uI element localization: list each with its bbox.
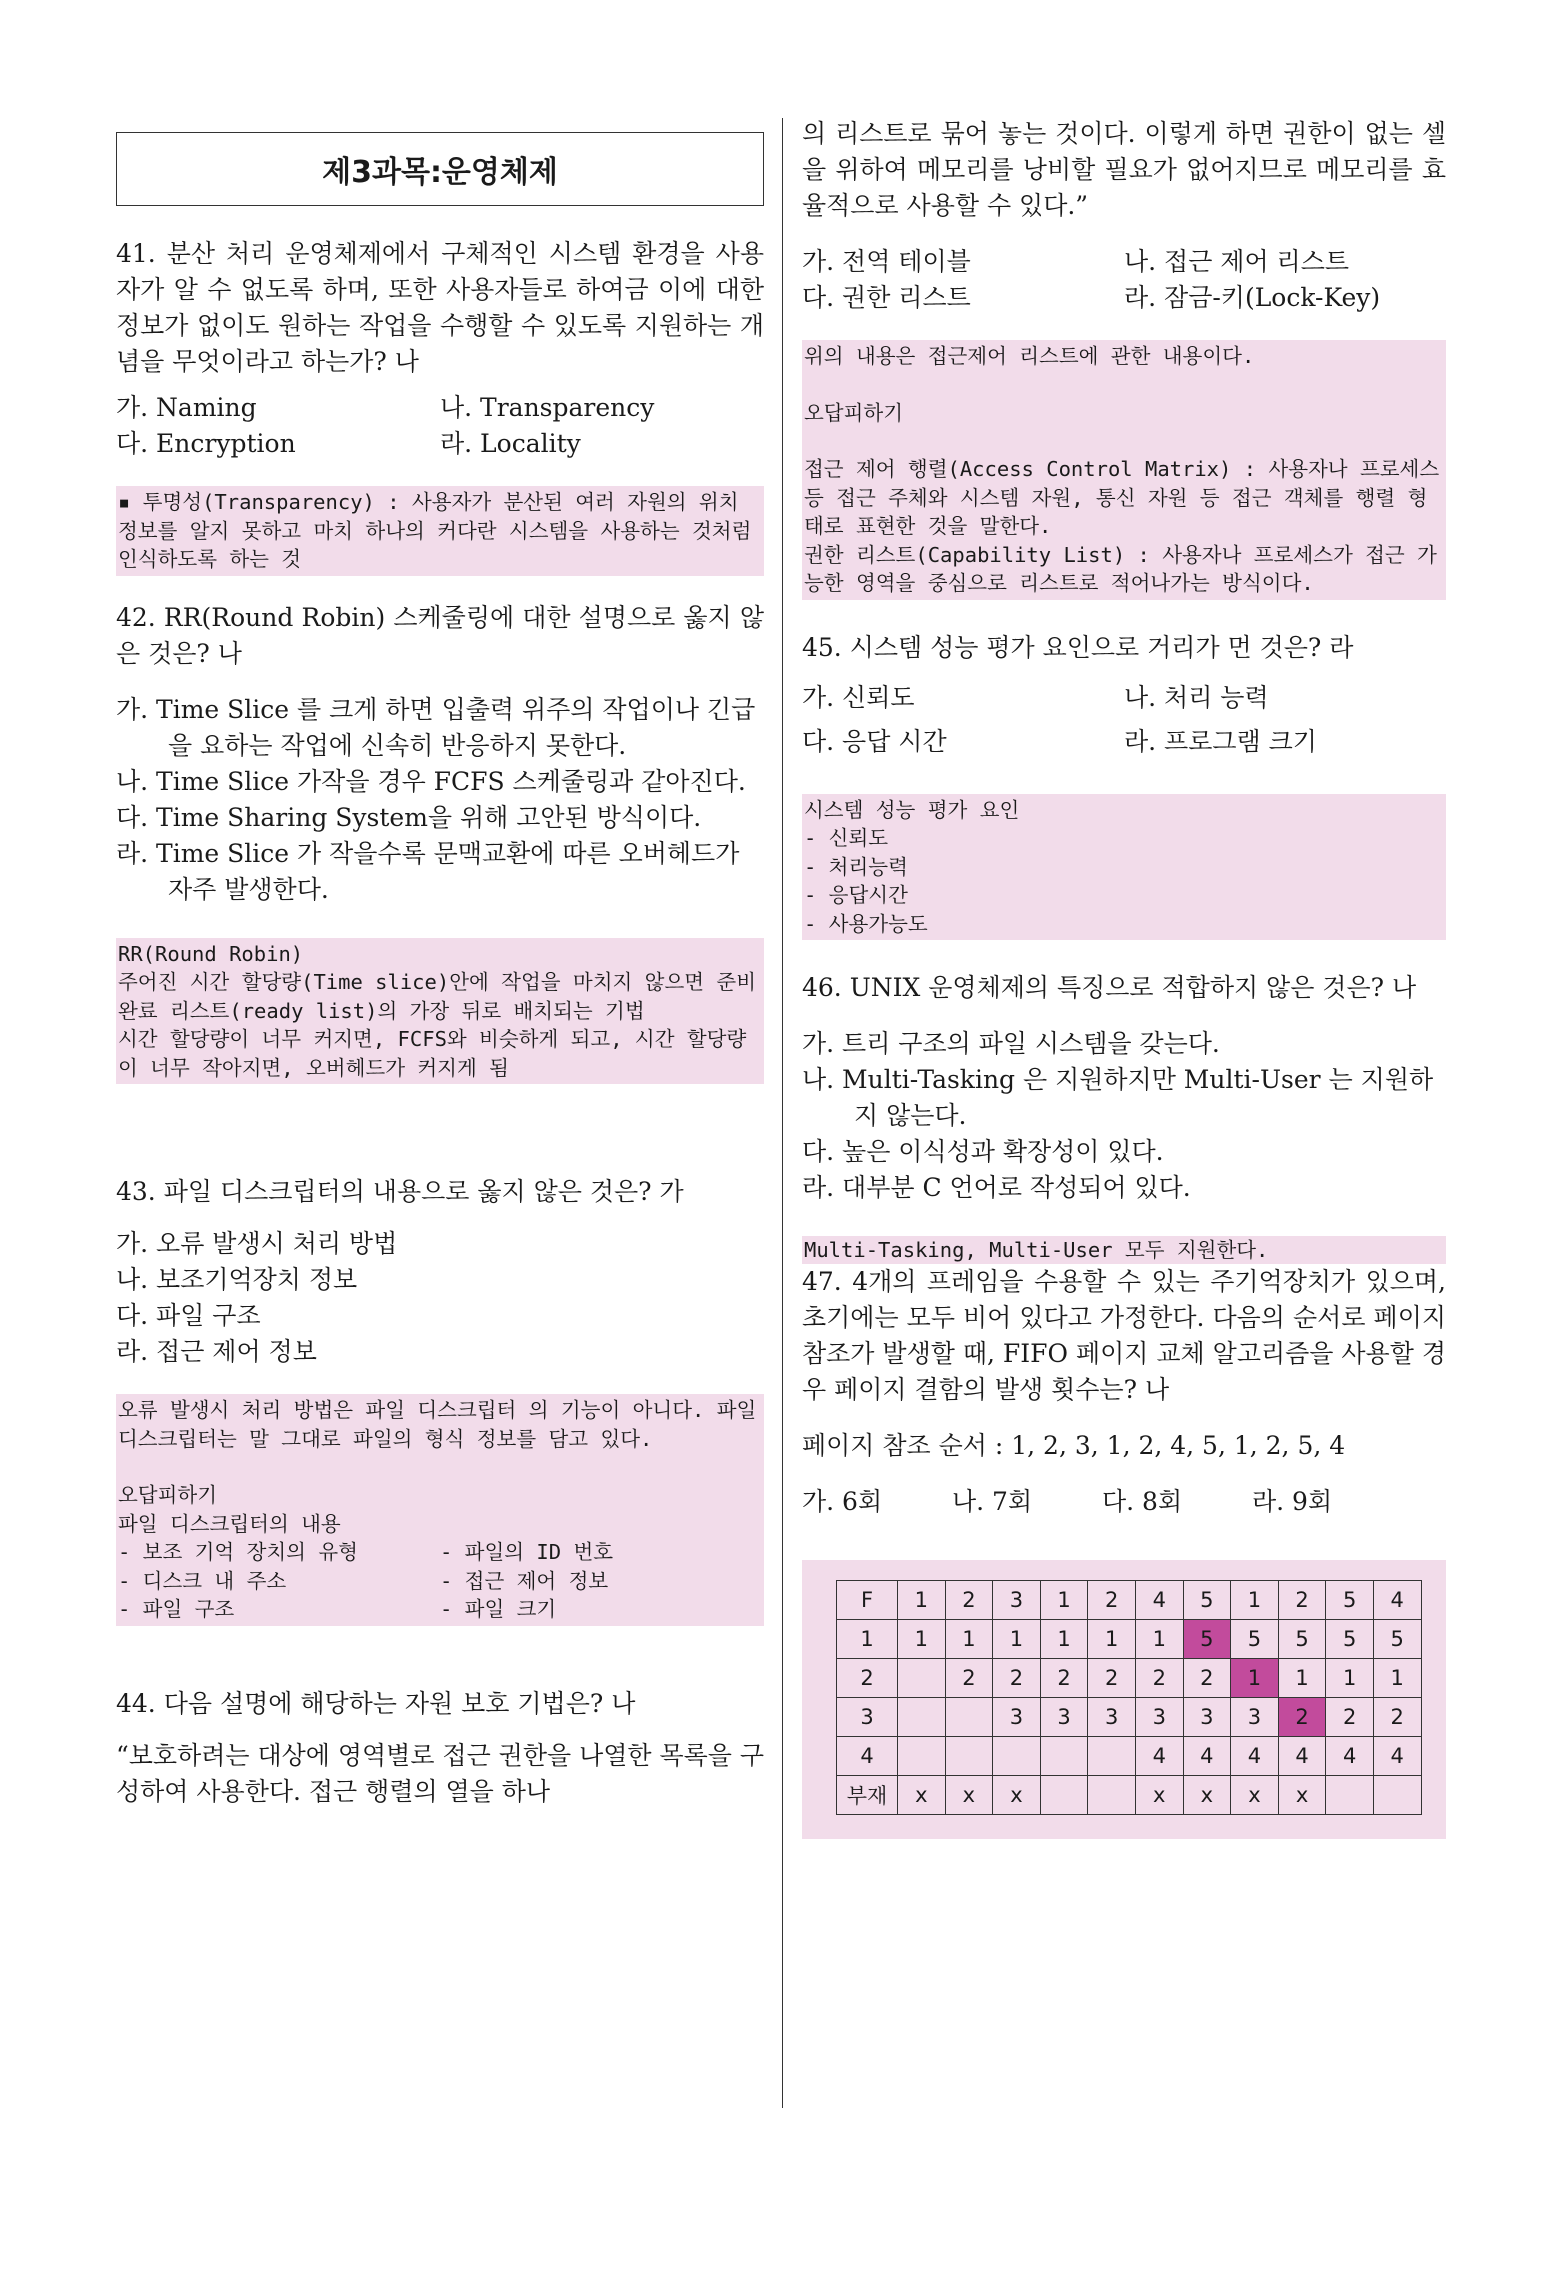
list-item: - 디스크 내 주소 — [118, 1568, 287, 1593]
table-cell: 4 — [1278, 1737, 1326, 1776]
note-line: ▪ 투명성(Transparency) : 사용자가 분산된 여러 자원의 위치 정보를 알지 못하고 마치 하나의 커다란 시스템을 사용하는 것처럼 인식하도록 하는 것 — [118, 490, 752, 571]
table-cell: 5 — [1326, 1581, 1374, 1620]
note-line: - 신뢰도 — [804, 826, 889, 850]
table-header-row — [837, 1581, 1422, 1620]
table-cell: 1 — [945, 1620, 993, 1659]
note-line: - 응답시간 — [804, 883, 908, 907]
option: 나. Transparency — [440, 393, 655, 422]
table-cell: 2 — [1278, 1698, 1326, 1737]
question-text: 46. UNIX 운영체제의 특징으로 적합하지 않은 것은? 나 — [802, 973, 1417, 1002]
table-cell: x — [993, 1776, 1041, 1815]
table-cell: 1 — [1040, 1581, 1088, 1620]
options — [802, 244, 1446, 316]
options — [802, 676, 1446, 764]
table-cell: 2 — [945, 1581, 993, 1620]
question-text: 43. 파일 디스크립터의 내용으로 옳지 않은 것은? 가 — [116, 1177, 684, 1206]
table-cell: 3 — [1183, 1698, 1231, 1737]
list-item: - 보조 기억 장치의 유형 — [118, 1540, 358, 1564]
table-cell — [1088, 1737, 1136, 1776]
question-44 — [116, 1686, 764, 1810]
table-cell: 3 — [1135, 1698, 1183, 1737]
table-cell — [945, 1698, 993, 1737]
option: 라. Time Slice 가 작을수록 문맥교환에 따른 오버헤드가 자주 발생한다. — [116, 838, 740, 904]
note-line: RR(Round Robin) — [118, 941, 304, 966]
question-42 — [116, 600, 764, 1085]
table-cell: 1 — [1040, 1620, 1088, 1659]
table-cell: 3 — [1088, 1698, 1136, 1737]
table-cell: 1 — [993, 1620, 1041, 1659]
option: 라. 9회 — [1252, 1487, 1333, 1516]
question-41 — [116, 236, 764, 576]
option: 나. 접근 제어 리스트 — [1124, 247, 1349, 276]
option: 나. 7회 — [952, 1487, 1033, 1516]
note-line: 시스템 성능 평가 요인 — [804, 797, 1020, 822]
table-cell: 2 — [945, 1659, 993, 1698]
option: 라. 프로그램 크기 — [1124, 726, 1317, 756]
table-cell — [993, 1737, 1041, 1776]
table-cell — [1040, 1737, 1088, 1776]
row-label-cell: 1 — [837, 1620, 898, 1659]
table-cell — [1373, 1776, 1421, 1815]
table-cell: x — [1183, 1776, 1231, 1815]
quote-text: “보호하려는 대상에 영역별로 접근 권한을 나열한 목록을 구성하여 사용한다. 접근 행렬의 열을 하나 — [116, 1740, 765, 1806]
explanation-note — [802, 1236, 1446, 1264]
question-45 — [802, 630, 1446, 941]
table-cell: 4 — [1373, 1737, 1421, 1776]
table-cell — [1326, 1776, 1374, 1815]
question-text: 47. 4개의 프레임을 수용할 수 있는 주기억장치가 있으며, 초기에는 모두 비어 있다고 가정한다. 다음의 순서로 페이지 참조가 발생할 때, FIFO 페이지 교체 알고리즘을 사용할 경우 페이지 결함의 발생 횟수는? 나 — [802, 1267, 1446, 1404]
option: 다. 응답 시간 — [802, 726, 947, 756]
note-line: 오답피하기 — [804, 400, 904, 425]
fifo-table — [836, 1580, 1422, 1815]
option: 가. 오류 발생시 처리 방법 — [116, 1229, 398, 1258]
section-title: 제3과목:운영체제 — [116, 132, 764, 206]
question-text: 41. 분산 처리 운영체제에서 구체적인 시스템 환경을 사용자가 알 수 없도록 하며, 또한 사용자들로 하여금 이에 대한 정보가 없이도 원하는 작업을 수행할 수 있도록 지원하는 개념을 무엇이라고 하는가? 나 — [116, 239, 764, 376]
note-line: 권한 리스트(Capability List) : 사용자나 프로세스가 접근 가능한 영역을 중심으로 리스트로 적어나가는 방식이다. — [804, 542, 1437, 595]
table-cell: 1 — [1278, 1659, 1326, 1698]
table-cell: 1 — [898, 1581, 946, 1620]
explanation-note — [116, 486, 764, 576]
table-cell: 3 — [993, 1698, 1041, 1737]
list-item: - 파일 구조 — [118, 1597, 235, 1621]
column-divider — [782, 118, 783, 2108]
table-row — [837, 1698, 1422, 1737]
note-line: 접근 제어 행렬(Access Control Matrix) : 사용자나 프로세스 등 접근 주체와 시스템 자원, 통신 자원 등 접근 객체를 행렬 형태로 표현한 것을 말한다. — [804, 457, 1440, 538]
table-cell — [1088, 1776, 1136, 1815]
question-46 — [802, 970, 1446, 1264]
row-label-cell: 부재 — [837, 1776, 898, 1815]
left-column — [116, 120, 764, 1810]
option: 라. Locality — [440, 429, 581, 458]
row-label-cell: 3 — [837, 1698, 898, 1737]
table-cell: 5 — [1373, 1620, 1421, 1659]
note-line: 주어진 시간 할당량(Time slice)안에 작업을 마치지 않으면 준비완료 리스트(ready list)의 가장 뒤로 배치되는 기법 — [118, 970, 757, 1023]
table-cell: 1 — [1231, 1581, 1279, 1620]
table-cell: x — [1135, 1776, 1183, 1815]
reference-sequence: 페이지 참조 순서 : 1, 2, 3, 1, 2, 4, 5, 1, 2, 5, 4 — [802, 1431, 1346, 1460]
table-cell: 1 — [1326, 1659, 1374, 1698]
table-cell: 5 — [1278, 1620, 1326, 1659]
descriptor-list — [118, 1538, 762, 1624]
option: 나. 보조기억장치 정보 — [116, 1265, 358, 1294]
table-row — [837, 1776, 1422, 1815]
table-cell: 4 — [1373, 1581, 1421, 1620]
table-cell — [945, 1737, 993, 1776]
table-cell: 2 — [1326, 1698, 1374, 1737]
option: 다. 파일 구조 — [116, 1301, 261, 1330]
options — [116, 390, 764, 462]
table-cell: 2 — [1040, 1659, 1088, 1698]
explanation-note — [802, 794, 1446, 941]
list-item: - 파일 크기 — [440, 1597, 557, 1621]
explanation-note — [116, 938, 764, 1085]
fifo-table-box — [802, 1560, 1446, 1839]
table-cell: 5 — [1326, 1620, 1374, 1659]
option: 다. Time Sharing System을 위해 고안된 방식이다. — [116, 802, 702, 832]
table-cell: 3 — [1231, 1698, 1279, 1737]
row-label-cell: 2 — [837, 1659, 898, 1698]
question-text: 45. 시스템 성능 평가 요인으로 거리가 먼 것은? 라 — [802, 632, 1354, 662]
table-cell: 4 — [1183, 1737, 1231, 1776]
option: 라. 대부분 C 언어로 작성되어 있다. — [802, 1173, 1191, 1202]
table-cell: 5 — [1183, 1620, 1231, 1659]
table-cell: 1 — [1231, 1659, 1279, 1698]
table-cell — [898, 1737, 946, 1776]
table-cell: 3 — [993, 1581, 1041, 1620]
table-cell: 1 — [1088, 1620, 1136, 1659]
table-cell: 2 — [1278, 1581, 1326, 1620]
quote-text: 의 리스트로 묶어 놓는 것이다. 이렇게 하면 권한이 없는 셀을 위하여 메모리를 낭비할 필요가 없어지므로 메모리를 효율적으로 사용할 수 있다.” — [802, 119, 1446, 220]
option: 가. 트리 구조의 파일 시스템을 갖는다. — [802, 1029, 1220, 1058]
option: 가. Time Slice 를 크게 하면 입출력 위주의 작업이나 긴급을 요하는 작업에 신속히 반응하지 못한다. — [116, 694, 756, 760]
table-row — [837, 1620, 1422, 1659]
table-cell: 5 — [1231, 1620, 1279, 1659]
question-47 — [802, 1264, 1446, 1839]
option: 나. 처리 능력 — [1124, 682, 1269, 712]
table-cell — [898, 1698, 946, 1737]
table-cell: 1 — [1373, 1659, 1421, 1698]
table-cell: 4 — [1231, 1737, 1279, 1776]
table-row — [837, 1659, 1422, 1698]
option: 나. Time Slice 가작을 경우 FCFS 스케줄링과 같아진다. — [116, 766, 746, 796]
table-cell: 2 — [993, 1659, 1041, 1698]
table-cell: 2 — [1183, 1659, 1231, 1698]
option: 라. 접근 제어 정보 — [116, 1337, 317, 1366]
table-cell: x — [945, 1776, 993, 1815]
question-text: 44. 다음 설명에 해당하는 자원 보호 기법은? 나 — [116, 1688, 636, 1718]
option: 다. 권한 리스트 — [802, 283, 971, 312]
table-cell: 1 — [1135, 1620, 1183, 1659]
table-cell: 3 — [1040, 1698, 1088, 1737]
list-item: - 접근 제어 정보 — [440, 1568, 609, 1593]
table-cell: 4 — [1135, 1737, 1183, 1776]
option: 다. 8회 — [1102, 1487, 1183, 1516]
note-line: Multi-Tasking, Multi-User 모두 지원한다. — [804, 1238, 1269, 1262]
table-cell — [1040, 1776, 1088, 1815]
list-item: - 파일의 ID 번호 — [440, 1540, 614, 1564]
question-43 — [116, 1174, 764, 1626]
explanation-note — [116, 1394, 764, 1626]
option: 라. 잠금-키(Lock-Key) — [1124, 283, 1381, 312]
table-cell: 2 — [1373, 1698, 1421, 1737]
option: 다. Encryption — [116, 429, 296, 458]
right-column — [802, 120, 1446, 1839]
table-cell: 2 — [1088, 1659, 1136, 1698]
table-cell: 2 — [1088, 1581, 1136, 1620]
note-line: 파일 디스크립터의 내용 — [118, 1511, 341, 1536]
note-line: 오류 발생시 처리 방법은 파일 디스크립터 의 기능이 아니다. 파일 디스크립터는 말 그대로 파일의 형식 정보를 담고 있다. — [118, 1398, 757, 1451]
note-line: - 사용가능도 — [804, 911, 928, 936]
note-line: - 처리능력 — [804, 854, 908, 879]
row-label-cell: F — [837, 1581, 898, 1620]
option: 다. 높은 이식성과 확장성이 있다. — [802, 1137, 1164, 1166]
options — [802, 1484, 1402, 1520]
option: 가. 6회 — [802, 1487, 883, 1516]
explanation-note — [802, 340, 1446, 600]
option: 가. 신뢰도 — [802, 682, 915, 712]
note-line: 오답피하기 — [118, 1483, 218, 1507]
table-cell: x — [898, 1776, 946, 1815]
option: 가. Naming — [116, 393, 257, 422]
row-label-cell: 4 — [837, 1737, 898, 1776]
table-cell: 2 — [1135, 1659, 1183, 1698]
table-cell — [898, 1659, 946, 1698]
table-cell: 5 — [1183, 1581, 1231, 1620]
option: 가. 전역 테이블 — [802, 247, 971, 276]
note-line: 시간 할당량이 너무 커지면, FCFS와 비슷하게 되고, 시간 할당량이 너무 작아지면, 오버헤드가 커지게 됨 — [118, 1027, 747, 1080]
table-cell: 1 — [898, 1620, 946, 1659]
table-cell: 4 — [1135, 1581, 1183, 1620]
table-cell: x — [1278, 1776, 1326, 1815]
table-row — [837, 1737, 1422, 1776]
option: 나. Multi-Tasking 은 지원하지만 Multi-User 는 지원하지 않는다. — [802, 1065, 1434, 1130]
question-text: 42. RR(Round Robin) 스케줄링에 대한 설명으로 옳지 않은 것은? 나 — [116, 602, 764, 668]
table-cell: x — [1231, 1776, 1279, 1815]
table-cell: 4 — [1326, 1737, 1374, 1776]
note-line: 위의 내용은 접근제어 리스트에 관한 내용이다. — [804, 344, 1255, 368]
